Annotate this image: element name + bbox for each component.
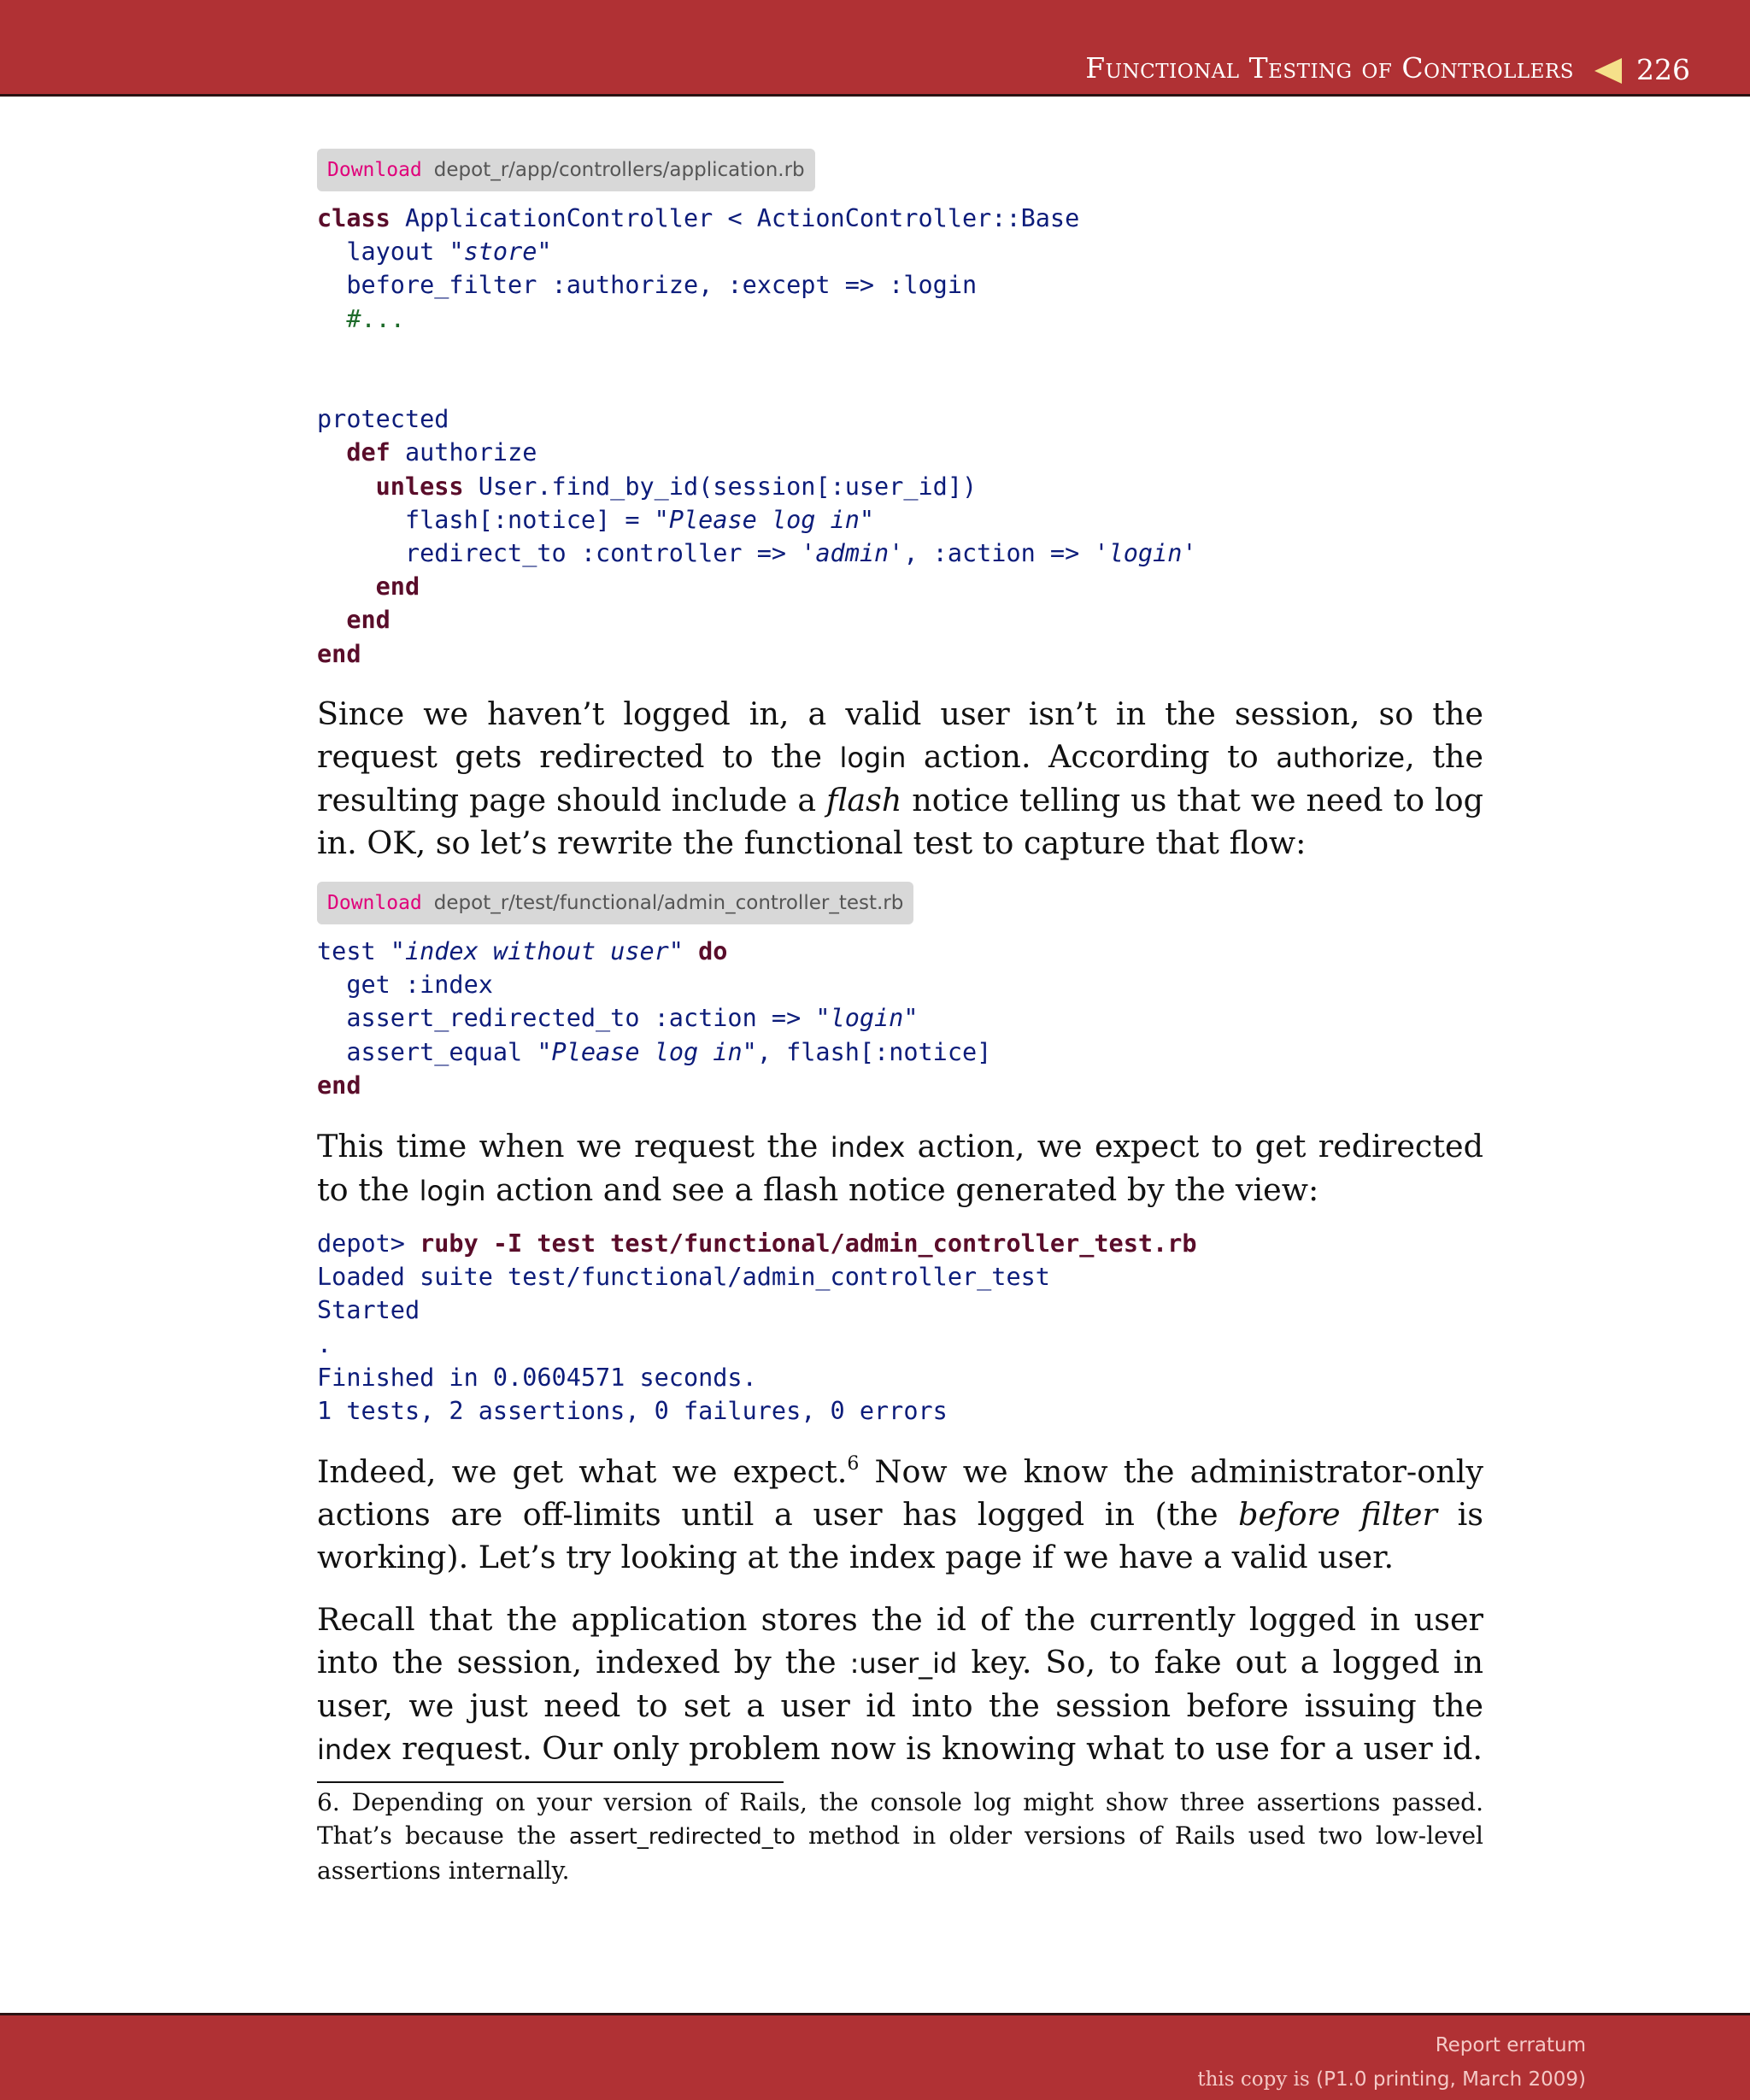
- download-link[interactable]: Download: [327, 892, 422, 914]
- footnote-ref[interactable]: 6: [847, 1453, 860, 1475]
- running-title: Functional Testing of Controllers: [1085, 51, 1574, 85]
- download-path: depot_r/test/functional/admin_controller_test.rb: [433, 892, 904, 914]
- footer-band: [0, 2013, 1750, 2100]
- left-triangle-icon[interactable]: [1594, 58, 1622, 84]
- download-link[interactable]: Download: [327, 159, 422, 181]
- download-path: depot_r/app/controllers/application.rb: [433, 159, 805, 181]
- footnote-divider: [317, 1781, 784, 1783]
- download-bar: [317, 149, 815, 191]
- download-bar: [317, 882, 913, 924]
- paragraph: Since we haven’t logged in, a valid user isn’t in the session, so the request gets redirected to the login action. According to authorize, the resulting page should include a flash notice telling us that we need to log in. OK, so let’s rewrite the functional test to capture that flow:: [317, 695, 1483, 861]
- console-output: depot> ruby -I test test/functional/admin_controller_test.rb Loaded suite test/functional/admin_controller_test Started . Finished in 0.0604571 seconds. 1 tests, 2 assertions, 0 failures, 0 errors: [317, 1229, 1197, 1426]
- copy-info: this copy is (P1.0 printing, March 2009): [1197, 2068, 1586, 2091]
- paragraph: This time when we request the index action, we expect to get redirected to the login action and see a flash notice generated by the view:: [317, 1128, 1483, 1208]
- page-number: 226: [1636, 53, 1690, 86]
- header-band: [0, 0, 1750, 97]
- code-block-test: test "index without user" do get :index assert_redirected_to :action => "login" assert_equal "Please log in", flash[:notice] end: [317, 937, 992, 1100]
- paragraph: Indeed, we get what we expect.$^6$ Now we know the administrator-only actions are off-limits until a user has logged in (the before filter is working). Let’s try looking at the index page if we have a valid user.: [317, 1453, 1483, 1575]
- report-erratum-link[interactable]: Report erratum: [1435, 2034, 1586, 2056]
- code-block-application: class ApplicationController < ActionController::Base layout "store" before_filter :authorize, :except => :login #... protected def authorize unless User.find_by_id(session[:user_id]) flash[:notice] = "Please log in" redirect_to :controller => 'admin', :action => 'login' end end end: [317, 204, 1197, 668]
- paragraph: Recall that the application stores the id of the currently logged in user into the session, indexed by the :user_id key. So, to fake out a logged in user, we just need to set a user id into the session before issuing the index request. Our only problem now is knowing what to use for a user id.: [317, 1601, 1484, 1767]
- footnote: 6. Depending on your version of Rails, the console log might show three assertions passed. That’s because the assert_redirected_to method in older versions of Rails used two low-level assertions internally.: [317, 1788, 1483, 1885]
